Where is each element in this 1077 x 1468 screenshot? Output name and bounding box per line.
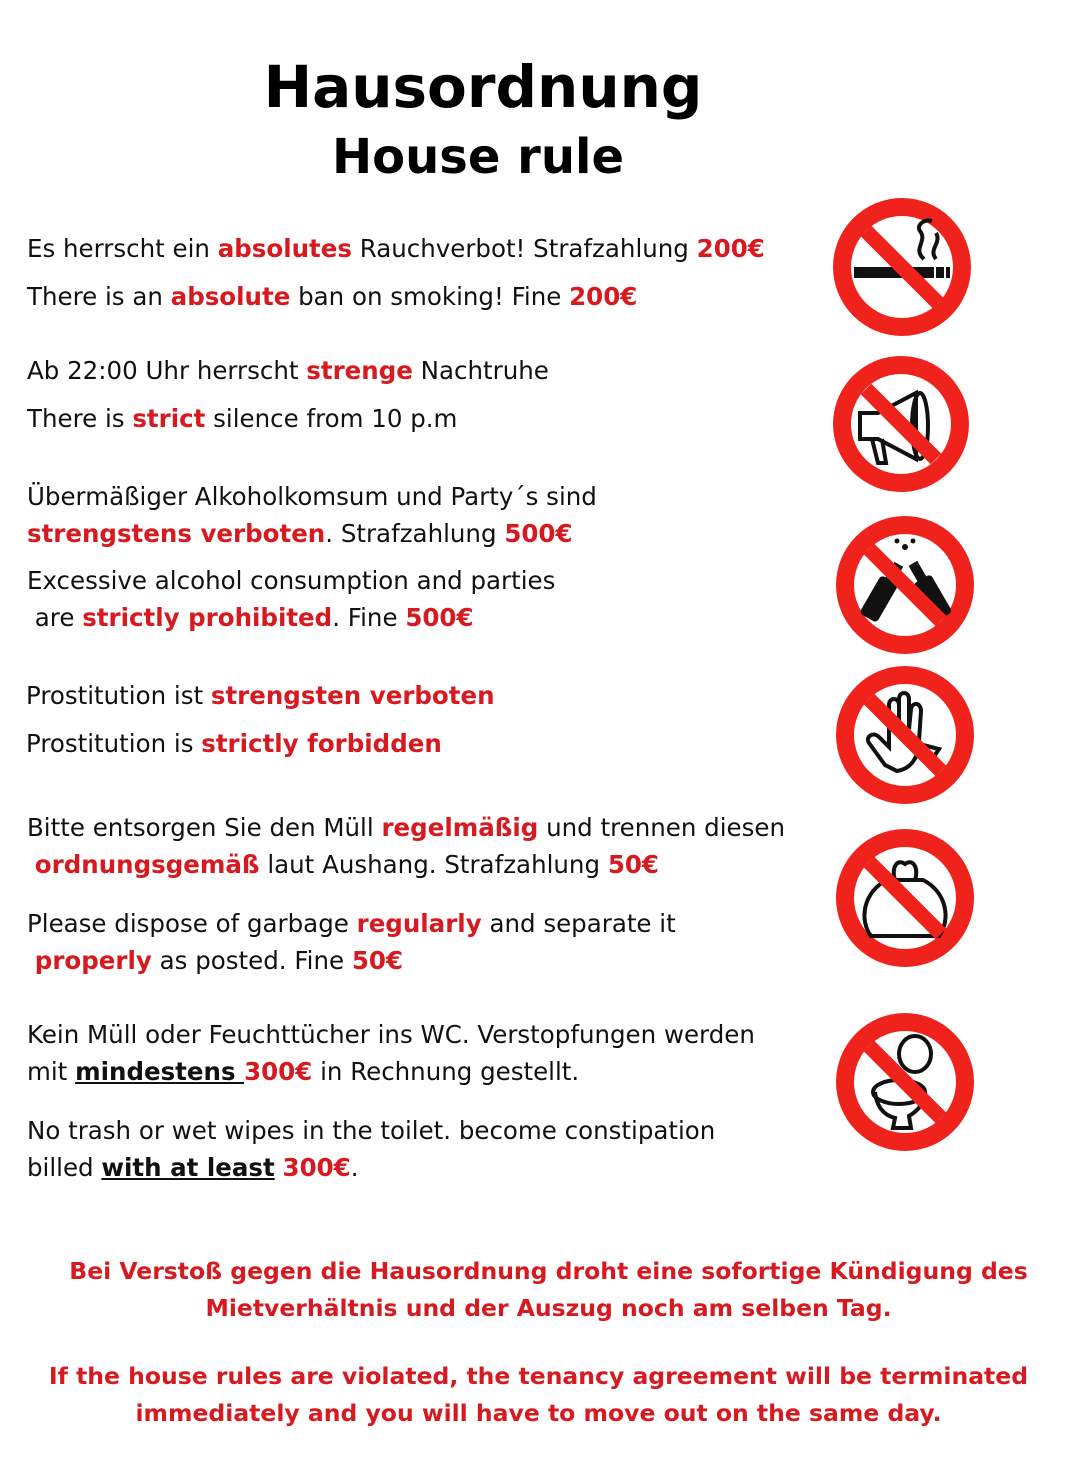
rule-silence-de: Ab 22:00 Uhr herrscht strenge Nachtruhe bbox=[27, 356, 549, 385]
rule-toilet-en-2: billed with at least 300€. bbox=[27, 1153, 359, 1182]
warning-de-line-1: Bei Verstoß gegen die Hausordnung droht eine sofortige Kündigung des bbox=[69, 1257, 1028, 1285]
no-smoking-icon bbox=[832, 197, 972, 337]
rule-garbage-de-2: ordnungsgemäß laut Aushang. Strafzahlung 50€ bbox=[34, 850, 659, 879]
page-title: Hausordnung bbox=[263, 53, 703, 121]
warning-de-line-2: Mietverhältnis und der Auszug noch am selben Tag. bbox=[205, 1294, 892, 1322]
rule-toilet-en-1: No trash or wet wipes in the toilet. become constipation bbox=[27, 1116, 716, 1145]
rule-prostitution-de: Prostitution ist strengsten verboten bbox=[26, 681, 495, 710]
rule-toilet-de-1: Kein Müll oder Feuchttücher ins WC. Verstopfungen werden bbox=[27, 1020, 755, 1049]
rule-alcohol-en-2: are strictly prohibited. Fine 500€ bbox=[27, 603, 474, 632]
rule-alcohol-de-1: Übermäßiger Alkoholkomsum und Party´s sind bbox=[27, 482, 597, 511]
rule-smoking-de: Es herrscht ein absolutes Rauchverbot! Strafzahlung 200€ bbox=[27, 234, 765, 263]
no-toilet-waste-icon bbox=[835, 1012, 975, 1152]
rule-alcohol-en-1: Excessive alcohol consumption and parties bbox=[27, 566, 556, 595]
rule-toilet-de-2: mit mindestens 300€ in Rechnung gestellt. bbox=[27, 1057, 580, 1086]
no-megaphone-icon bbox=[832, 355, 970, 493]
no-garbage-icon bbox=[835, 828, 975, 968]
rule-garbage-en-2: properly as posted. Fine 50€ bbox=[34, 946, 403, 975]
rule-silence-en: There is strict silence from 10 p.m bbox=[27, 404, 458, 433]
warning-en-line-1: If the house rules are violated, the tenancy agreement will be terminated bbox=[48, 1362, 1029, 1390]
no-alcohol-icon bbox=[835, 515, 975, 655]
warning-en-line-2: immediately and you will have to move out on the same day. bbox=[135, 1399, 942, 1427]
rule-garbage-en-1: Please dispose of garbage regularly and separate it bbox=[27, 909, 676, 938]
rule-prostitution-en: Prostitution is strictly forbidden bbox=[26, 729, 442, 758]
rule-garbage-de-1: Bitte entsorgen Sie den Müll regelmäßig und trennen diesen bbox=[27, 813, 785, 842]
page-subtitle: House rule bbox=[331, 129, 624, 185]
no-prostitution-icon bbox=[835, 665, 975, 805]
rule-smoking-en: There is an absolute ban on smoking! Fine 200€ bbox=[27, 282, 638, 311]
rule-alcohol-de-2: strengstens verboten. Strafzahlung 500€ bbox=[27, 519, 573, 548]
